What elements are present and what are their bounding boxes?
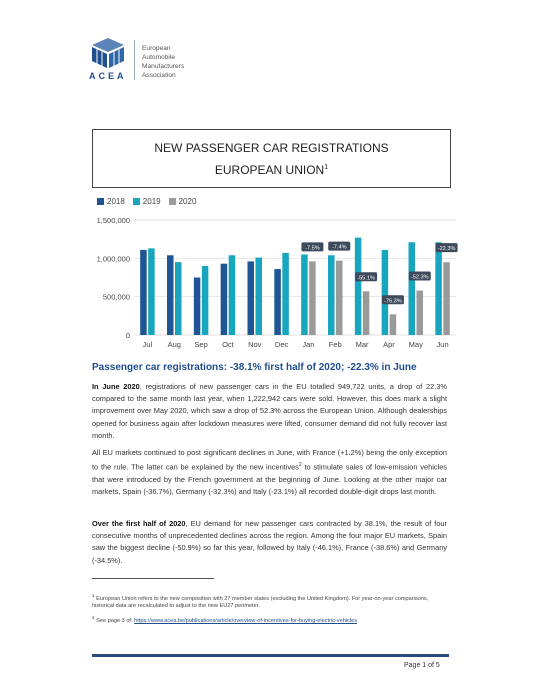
x-tick-label: Dec: [274, 340, 289, 349]
title-box: [92, 129, 451, 188]
bar-2020-feb: [336, 261, 343, 335]
bar-2018-nov: [248, 261, 255, 335]
x-tick-label: Feb: [328, 340, 342, 349]
paragraph-text: to stimulate sales of low-emission vehicles that were introduced by the French government at the beginning of June. Looking at the other major car markets, Spain (-36.7%), Germany (-32.3%) and Italy (-23.1%) all recorded double-digit drops last month.: [92, 462, 447, 497]
bar-2019-oct: [229, 255, 236, 335]
bar-2018-oct: [221, 264, 228, 335]
annotation-label: -22.3%: [437, 246, 456, 253]
bar-2018-aug: [167, 255, 174, 335]
legend-item-2020: [169, 197, 197, 206]
bar-2020-mar: [363, 291, 370, 335]
bar-2019-feb: [328, 255, 335, 335]
paragraph-text: All EU markets continued to post significant declines in June, with France (+1.2%) being the only exception to the rule. The latter can be explained by the new incentives: [92, 448, 447, 472]
bar-2019-jul: [148, 248, 155, 335]
incentives-link[interactable]: https://www.acea.be/publications/article/overview-of-incentives-for-buying-electric-vehicles: [134, 617, 358, 624]
annotation-label: -7.4%: [331, 244, 347, 251]
paragraph-lead: In June 2020: [92, 382, 140, 391]
title-line-2: [93, 158, 450, 180]
bar-2020-may: [417, 291, 424, 335]
legend-swatch: [97, 198, 104, 205]
bar-2019-dec: [282, 253, 289, 335]
x-tick-label: Sep: [194, 340, 208, 349]
bar-2019-apr: [382, 250, 389, 335]
y-tick-label: 500,000: [102, 292, 130, 302]
section-heading: Passenger car registrations: -38.1% first half of 2020; -22.3% in June: [92, 362, 417, 373]
x-tick-label: Jun: [436, 340, 449, 349]
bar-2020-jun: [443, 262, 450, 335]
title-line-1: NEW PASSENGER CAR REGISTRATIONS: [154, 141, 389, 155]
annotation-label: -7.5%: [305, 245, 320, 252]
bar-2019-jan: [301, 255, 308, 336]
paragraph-half-year: [92, 518, 447, 567]
bar-2018-dec: [274, 269, 281, 335]
x-tick-label: Apr: [383, 340, 395, 349]
chart-legend: [97, 197, 196, 206]
x-tick-label: Mar: [355, 340, 369, 349]
legend-label: 2018: [107, 197, 125, 206]
logo-wordmark: ACEA: [89, 71, 127, 81]
footnote-number: 1: [92, 593, 95, 598]
cube-logo-icon: [88, 36, 128, 70]
paragraph-markets: [92, 447, 447, 498]
registrations-bar-chart: [84, 208, 464, 356]
org-line: Manufacturers: [142, 63, 185, 70]
x-tick-label: Oct: [222, 340, 234, 349]
bar-2018-sep: [194, 278, 201, 336]
paragraph-text: , EU demand for new passenger cars contracted by 38.1%, the result of four consecutive months of unprecedented declines across the region. Among the four major EU markets, Spain saw the biggest decline (-50.9%) so far this year, followed by Italy (-46.1%), France (-38.6%) and Germany (-34.5%).: [92, 519, 447, 565]
title-line-2-text: EUROPEAN UNION: [214, 163, 325, 177]
org-line: Automobile: [142, 54, 175, 61]
legend-item-2019: [133, 197, 161, 206]
bar-2020-jan: [309, 261, 316, 335]
bar-2019-mar: [355, 238, 362, 335]
page-number: Page 1 of 5: [404, 662, 440, 669]
organization-name: [142, 44, 222, 80]
footnote-1: [92, 592, 447, 611]
paragraph-text: , registrations of new passenger cars in the EU totalled 949,722 units, a drop of 22.3% compared to the same month last year, when 1,222,942 cars were sold. However, this does mark a slight improvement over May 2020, which saw a drop of 52.3% across the European Union. Although dealerships opened for business again after lockdown measures were lifted, consumer demand did not fully recover last month.: [92, 382, 447, 440]
legend-item-2018: [97, 197, 125, 206]
x-tick-label: Aug: [167, 340, 181, 349]
footnote-divider: [92, 578, 214, 579]
footer-bar: [92, 654, 449, 657]
bar-2019-may: [409, 242, 416, 335]
logo-divider: [134, 40, 135, 80]
footnote-text: European Union refers to the new composition with 27 member states (excluding the United Kingdom). For year-on-year comparisons, historical data are recalculated to adjust to the new EU27 perimeter.: [92, 595, 429, 610]
annotation-label: -55.1%: [357, 275, 375, 282]
bar-2020-apr: [390, 314, 397, 335]
x-tick-label: Nov: [248, 340, 262, 349]
title-footnote-marker: 1: [324, 164, 329, 171]
legend-swatch: [133, 198, 140, 205]
org-line: European: [142, 45, 171, 52]
paragraph-lead: Over the first half of 2020: [92, 519, 186, 528]
bar-2019-sep: [202, 266, 209, 335]
x-tick-label: Jul: [142, 340, 153, 349]
legend-swatch: [169, 198, 176, 205]
footnote-marker: 2: [298, 462, 302, 469]
bar-2019-jun: [435, 242, 442, 335]
footnote-number: 2: [92, 615, 95, 620]
acea-logo: [88, 36, 128, 70]
org-line: Association: [142, 72, 176, 79]
y-tick-label: 1,500,000: [96, 216, 130, 225]
bar-2019-aug: [175, 262, 182, 335]
annotation-label: -52.3%: [410, 274, 429, 281]
y-tick-label: 1,000,000: [96, 254, 130, 264]
legend-label: 2020: [178, 197, 197, 206]
x-tick-label: Jan: [302, 340, 315, 349]
paragraph-june: [92, 381, 447, 442]
x-tick-label: May: [408, 340, 423, 349]
footnote-2: [92, 614, 447, 625]
y-tick-label: 0: [125, 331, 130, 340]
annotation-label: -76.3%: [384, 298, 402, 305]
legend-label: 2019: [142, 197, 161, 206]
bar-2019-nov: [256, 258, 263, 335]
footnote-text: See page 3 of:: [94, 617, 135, 624]
bar-2018-jul: [140, 250, 147, 335]
